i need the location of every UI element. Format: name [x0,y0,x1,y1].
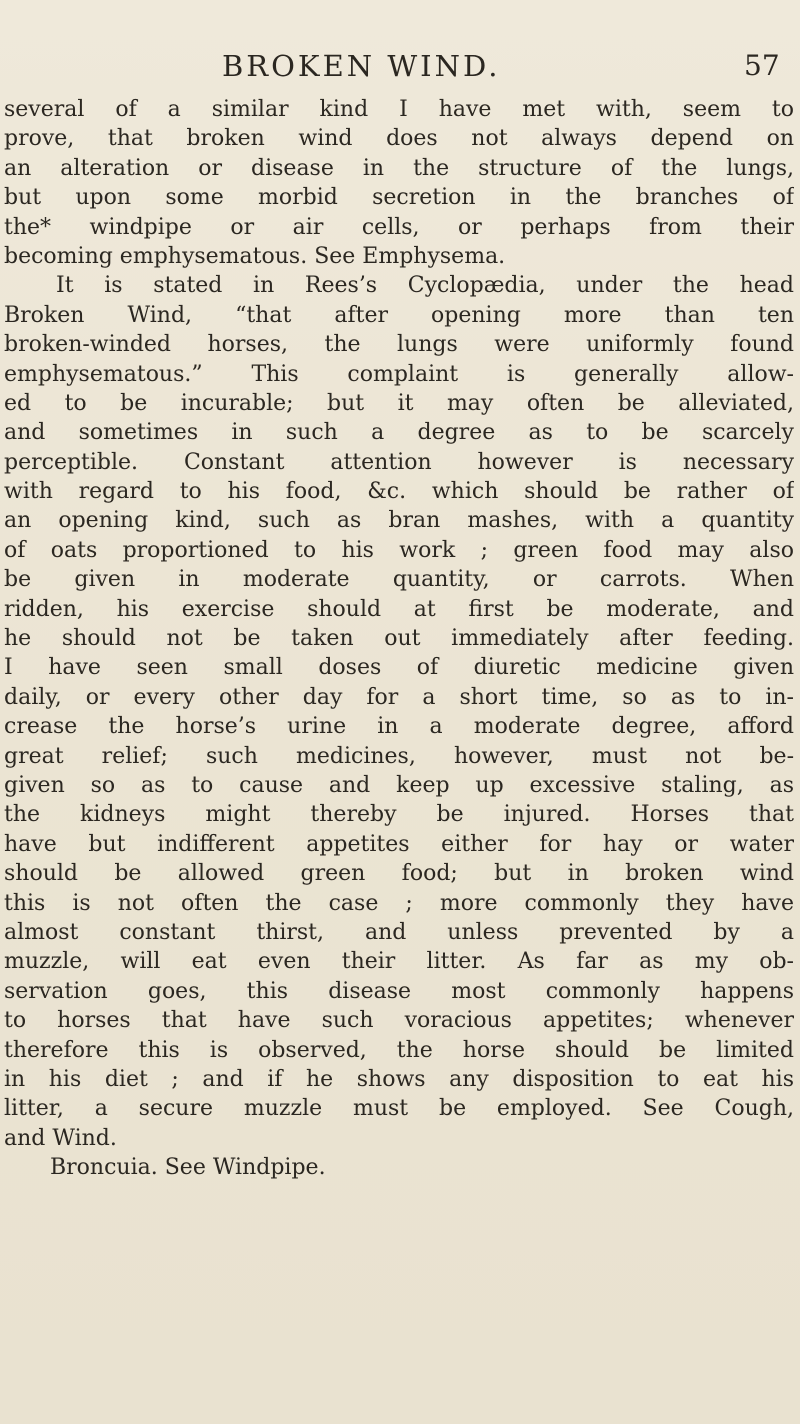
text-line: muzzle, will eat even their litter. As far as my ob- [4,949,794,975]
text-line: but upon some morbid secretion in the branches of [4,185,794,211]
text-line: prove, that broken wind does not always depend on [4,126,794,152]
text-line: therefore this is observed, the horse should be limited [4,1037,794,1063]
text-line: the* windpipe or air cells, or perhaps from their [4,214,794,240]
text-line: be given in moderate quantity, or carrots. When [4,567,794,593]
text-line: of oats proportioned to his work ; green food may also [4,537,794,563]
text-line: the kidneys might thereby be injured. Horses that [4,802,794,828]
text-line: litter, a secure muzzle must be employed. See Cough, [4,1096,794,1122]
body-text [4,95,794,1182]
text-line: Broncuia. See Windpipe. [50,1155,326,1181]
text-line: should be allowed green food; but in broken wind [4,861,794,887]
text-line: several of a similar kind I have met with, seem to [4,97,794,122]
text-line: ridden, his exercise should at first be moderate, and [4,596,794,622]
text-line: I have seen small doses of diuretic medicine given [4,655,794,681]
page-header [0,46,800,86]
text-line: in his diet ; and if he shows any disposition to eat his [4,1066,794,1092]
text-line: an opening kind, such as bran mashes, with a quantity [4,508,794,534]
text-line: and sometimes in such a degree as to be scarcely [4,420,794,446]
running-head: BROKEN WIND. [222,49,501,83]
page-number: 57 [744,49,780,82]
text-line: given so as to cause and keep up excessive staling, as [4,772,794,798]
text-line: an alteration or disease in the structure of the lungs, [4,155,794,181]
text-line: daily, or every other day for a short time, so as to in- [4,684,794,710]
text-line: have but indifferent appetites either for hay or water [4,831,794,857]
text-line: crease the horse’s urine in a moderate degree, afford [4,714,794,740]
text-line: broken-winded horses, the lungs were uniformly found [4,332,794,358]
text-line: to horses that have such voracious appetites; whenever [4,1008,794,1034]
text-line: It is stated in Rees’s Cyclopædia, under the head [56,273,794,299]
text-line: perceptible. Constant attention however is necessary [4,449,794,475]
text-line: with regard to his food, &c. which should be rather of [4,479,794,505]
text-line: and Wind. [4,1125,117,1151]
text-line: great relief; such medicines, however, must not be- [4,743,794,769]
text-line: servation goes, this disease most commonly happens [4,978,794,1004]
text-line: this is not often the case ; more commonly they have [4,890,794,916]
text-line: he should not be taken out immediately after feeding. [4,626,794,652]
text-line: almost constant thirst, and unless prevented by a [4,919,794,945]
text-line: ed to be incurable; but it may often be alleviated, [4,390,794,416]
text-line: emphysematous.” This complaint is generally allow- [4,361,794,387]
text-line: becoming emphysematous. See Emphysema. [4,243,506,269]
text-line: Broken Wind, “that after opening more than ten [4,302,794,328]
